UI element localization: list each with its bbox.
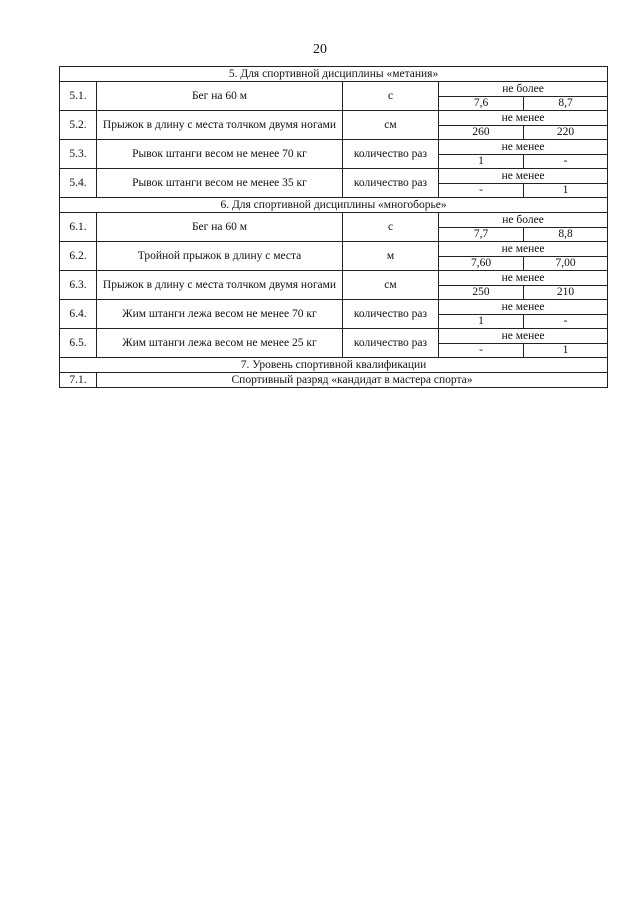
row-number: 5.2.	[60, 111, 97, 140]
unit-of-measure: с	[343, 82, 439, 111]
norm-value-1: -	[439, 184, 524, 198]
norm-value-2: 220	[524, 126, 608, 140]
table-row	[60, 213, 608, 228]
section-title: 6. Для спортивной дисциплины «многоборье»	[60, 198, 608, 213]
table-row	[60, 140, 608, 155]
norm-value-2: -	[524, 155, 608, 169]
row-number: 7.1.	[60, 373, 97, 388]
norm-header: не менее	[439, 329, 608, 344]
norm-value-1: 260	[439, 126, 524, 140]
norm-value-2: 1	[524, 344, 608, 358]
exercise-name: Бег на 60 м	[97, 213, 343, 242]
norm-value-2: 7,00	[524, 257, 608, 271]
row-number: 6.1.	[60, 213, 97, 242]
norm-value-1: 7,6	[439, 97, 524, 111]
norm-header: не более	[439, 213, 608, 228]
norm-header: не менее	[439, 271, 608, 286]
exercise-name: Прыжок в длину с места толчком двумя ногами	[97, 111, 343, 140]
table-row	[60, 271, 608, 286]
table-row	[60, 300, 608, 315]
unit-of-measure: количество раз	[343, 300, 439, 329]
table-row	[60, 373, 608, 388]
table-row	[60, 242, 608, 257]
standards-table	[59, 66, 608, 388]
norm-value-2: 210	[524, 286, 608, 300]
exercise-name: Жим штанги лежа весом не менее 25 кг	[97, 329, 343, 358]
norm-value-2: 8,7	[524, 97, 608, 111]
exercise-name: Бег на 60 м	[97, 82, 343, 111]
row-number: 6.3.	[60, 271, 97, 300]
norm-value-1: 1	[439, 155, 524, 169]
norm-header: не менее	[439, 300, 608, 315]
norm-value-2: 8,8	[524, 228, 608, 242]
table-row	[60, 169, 608, 184]
row-number: 5.1.	[60, 82, 97, 111]
qualification-text: Спортивный разряд «кандидат в мастера спорта»	[97, 373, 608, 388]
exercise-name: Рывок штанги весом не менее 70 кг	[97, 140, 343, 169]
row-number: 6.2.	[60, 242, 97, 271]
unit-of-measure: количество раз	[343, 140, 439, 169]
norm-value-1: 250	[439, 286, 524, 300]
row-number: 6.5.	[60, 329, 97, 358]
table-row	[60, 111, 608, 126]
section-title: 5. Для спортивной дисциплины «метания»	[60, 67, 608, 82]
norm-header: не более	[439, 82, 608, 97]
row-number: 5.3.	[60, 140, 97, 169]
unit-of-measure: количество раз	[343, 169, 439, 198]
row-number: 6.4.	[60, 300, 97, 329]
norm-value-2: -	[524, 315, 608, 329]
exercise-name: Рывок штанги весом не менее 35 кг	[97, 169, 343, 198]
norm-value-1: 1	[439, 315, 524, 329]
norm-header: не менее	[439, 140, 608, 155]
unit-of-measure: с	[343, 213, 439, 242]
norm-value-1: 7,60	[439, 257, 524, 271]
exercise-name: Тройной прыжок в длину с места	[97, 242, 343, 271]
section-title: 7. Уровень спортивной квалификации	[60, 358, 608, 373]
section-header-row	[60, 67, 608, 82]
norm-value-1: -	[439, 344, 524, 358]
norm-header: не менее	[439, 242, 608, 257]
exercise-name: Прыжок в длину с места толчком двумя ногами	[97, 271, 343, 300]
unit-of-measure: м	[343, 242, 439, 271]
section-header-row	[60, 198, 608, 213]
norm-value-1: 7,7	[439, 228, 524, 242]
norm-header: не менее	[439, 169, 608, 184]
norm-value-2: 1	[524, 184, 608, 198]
unit-of-measure: см	[343, 111, 439, 140]
table-row	[60, 329, 608, 344]
page-number: 20	[313, 42, 327, 57]
row-number: 5.4.	[60, 169, 97, 198]
exercise-name: Жим штанги лежа весом не менее 70 кг	[97, 300, 343, 329]
table-row	[60, 82, 608, 97]
norm-header: не менее	[439, 111, 608, 126]
unit-of-measure: см	[343, 271, 439, 300]
section-header-row	[60, 358, 608, 373]
unit-of-measure: количество раз	[343, 329, 439, 358]
